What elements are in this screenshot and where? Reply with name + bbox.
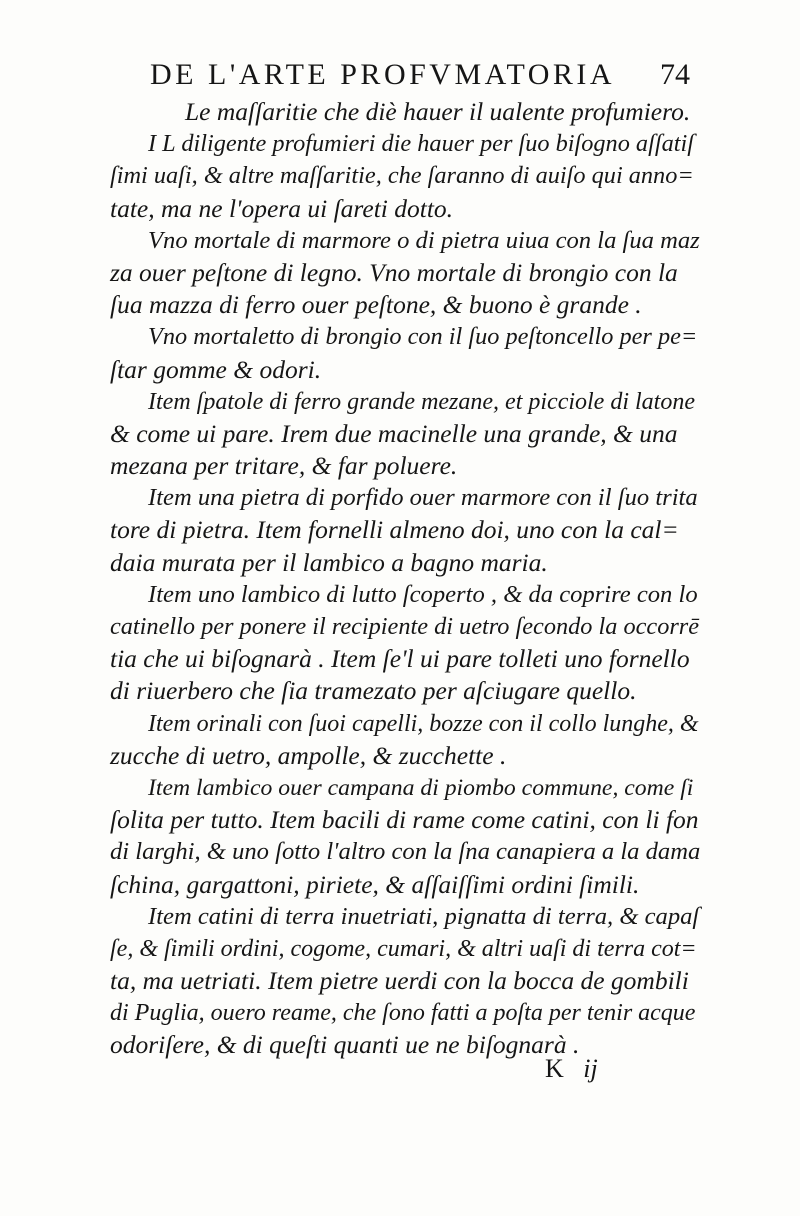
signature-letter: K — [545, 1054, 564, 1083]
text-line: ſtar gomme & odori. — [110, 354, 322, 384]
text-line: Item lambico ouer campana di piombo commune, come ſi — [148, 774, 694, 801]
text-line: Item uno lambico di lutto ſcoperto , & da coprire con lo — [148, 580, 698, 608]
text-line: Item una pietra di porfido ouer marmore con il ſuo trita — [148, 484, 698, 512]
text-line: za ouer peſtone di legno. Vno mortale di brongio con la — [110, 257, 678, 287]
text-line: catinello per ponere il recipiente di uetro ſecondo la occorrē — [110, 613, 700, 640]
text-line: I L diligente profumieri die hauer per ſuo biſogno aſſatiſ — [148, 130, 694, 158]
body-text — [110, 96, 701, 1062]
text-line: di larghi, & uno ſotto l'altro con la ſna canapiera a la dama — [110, 838, 701, 866]
text-line: odoriſere, & di queſti quanti ue ne biſognarà . — [110, 1030, 580, 1060]
text-line: daia murata per il lambico a bagno maria. — [110, 547, 548, 577]
running-head: DE L'ARTE PROFVMATORIA — [150, 58, 616, 91]
page-header — [150, 58, 690, 98]
text-line: tate, ma ne l'opera ui ſareti dotto. — [110, 193, 454, 223]
text-line: ſolita per tutto. Item bacili di rame come catini, con li fon — [110, 805, 699, 835]
signature-number: ij — [583, 1054, 598, 1083]
text-line: Item ſpatole di ferro grande mezane, et picciole di latone — [148, 388, 695, 415]
section-title: Le maſſaritie che diè hauer il ualente profumiero. — [185, 97, 691, 126]
text-line: Item orinali con ſuoi capelli, bozze con il collo lunghe, & — [148, 710, 699, 737]
text-line: Item catini di terra inuetriati, pignatta di terra, & capaſ — [148, 902, 700, 930]
text-line: di riuerbero che ſia tramezato per aſciugare quello. — [110, 676, 637, 706]
text-line: ſe, & ſimili ordini, cogome, cumari, & altri uaſi di terra cot= — [110, 935, 697, 962]
text-line: & come ui pare. Irem due macinelle una grande, & una — [110, 418, 678, 448]
text-line: di Puglia, ouero reame, che ſono fatti a poſta per tenir acque — [110, 1000, 696, 1027]
text-line: ta, ma uetriati. Item pietre uerdi con la bocca de gombili — [110, 966, 689, 996]
page-number: 74 — [660, 58, 690, 91]
text-line: tia che ui biſognarà . Item ſe'l ui pare tolleti uno fornello — [110, 644, 690, 674]
text-line: Vno mortaletto di brongio con il ſuo peſtoncello per pe= — [148, 323, 698, 351]
text-line: ſimi uaſi, & altre maſſaritie, che ſaranno di auiſo qui anno= — [110, 162, 694, 190]
text-line: Vno mortale di marmore o di pietra uiua con la ſua maz — [148, 226, 700, 254]
text-line: ſchina, gargattoni, piriete, & aſſaiſſimi ordini ſimili. — [110, 869, 640, 899]
text-line: zucche di uetro, ampolle, & zucchette . — [110, 740, 507, 770]
signature-mark — [545, 1054, 598, 1084]
text-line: ſua mazza di ferro ouer peſtone, & buono è grande . — [110, 290, 642, 320]
text-line: tore di pietra. Item fornelli almeno doi, uno con la cal= — [110, 515, 679, 545]
text-line: mezana per tritare, & far poluere. — [110, 451, 458, 481]
